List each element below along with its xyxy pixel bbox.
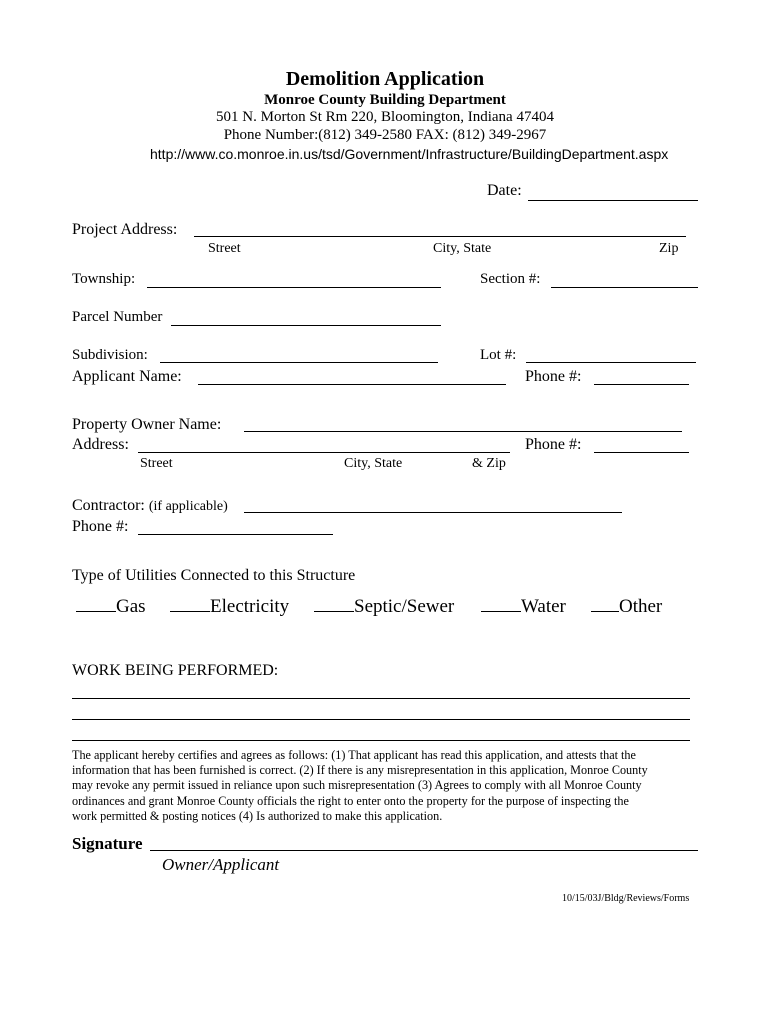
- lot-label: Lot #:: [480, 347, 517, 363]
- parcel-number-label: Parcel Number: [72, 309, 163, 325]
- contractor-label: [72, 497, 228, 515]
- utility-other-blank[interactable]: [591, 595, 619, 612]
- work-heading: WORK BEING PERFORMED:: [72, 662, 279, 679]
- utilities-heading: Type of Utilities Connected to this Structure: [72, 567, 356, 584]
- page-title: Demolition Application: [285, 68, 485, 90]
- owner-name-field[interactable]: [244, 431, 682, 432]
- street-caption: Street: [208, 241, 241, 256]
- utility-electricity-label: Electricity: [210, 596, 290, 617]
- owner-applicant-caption: Owner/Applicant: [162, 855, 280, 874]
- section-field[interactable]: [551, 287, 698, 288]
- work-line-1[interactable]: [72, 698, 690, 699]
- owner-zip-caption: & Zip: [472, 456, 506, 471]
- certification-line: work permitted & posting notices (4) Is authorized to make this application.: [72, 808, 443, 823]
- date-field[interactable]: [528, 200, 698, 201]
- utility-electricity-option[interactable]: [170, 595, 289, 618]
- certification-line: ordinances and grant Monroe County officials the right to enter onto the property for the purpose of inspecting the: [72, 793, 629, 808]
- project-address-field[interactable]: [194, 236, 686, 237]
- certification-line: information that has been furnished is correct. (2) If there is any misrepresentation in this application, Monroe County: [72, 763, 648, 778]
- department-address: 501 N. Morton St Rm 220, Bloomington, Indiana 47404: [216, 109, 554, 125]
- certification-line: may revoke any permit issued in reliance upon such misrepresentation (3) Agrees to comply with all Monroe County: [72, 778, 642, 793]
- applicant-phone-label: Phone #:: [525, 368, 582, 385]
- city-state-caption: City, State: [433, 241, 492, 256]
- township-label: Township:: [72, 271, 136, 287]
- contractor-note: (if applicable): [148, 499, 228, 514]
- owner-city-state-caption: City, State: [344, 456, 403, 471]
- utility-water-blank[interactable]: [481, 595, 521, 612]
- owner-address-field[interactable]: [138, 452, 510, 453]
- department-phone-fax: Phone Number:(812) 349-2580 FAX: (812) 349-2967: [223, 127, 547, 143]
- owner-address-label: Address:: [72, 436, 129, 453]
- work-line-2[interactable]: [72, 719, 690, 720]
- utility-other-option[interactable]: [591, 595, 662, 618]
- utility-other-label: Other: [619, 596, 663, 617]
- utility-gas-label: Gas: [116, 596, 146, 617]
- subdivision-field[interactable]: [160, 362, 438, 363]
- utility-water-label: Water: [521, 596, 566, 617]
- section-label: Section #:: [480, 271, 541, 287]
- department-url[interactable]: http://www.co.monroe.in.us/tsd/Government/Infrastructure/BuildingDepartment.aspx: [150, 146, 669, 162]
- contractor-field[interactable]: [244, 512, 622, 513]
- project-address-label: Project Address:: [72, 221, 178, 238]
- utility-septic-label: Septic/Sewer: [354, 596, 455, 617]
- owner-phone-label: Phone #:: [525, 436, 582, 453]
- zip-caption: Zip: [659, 241, 679, 256]
- contractor-label-text: Contractor:: [72, 497, 145, 514]
- certification-line: The applicant hereby certifies and agrees as follows: (1) That applicant has read this application, and attests that the: [72, 748, 636, 762]
- applicant-name-label: Applicant Name:: [72, 368, 182, 385]
- utility-electricity-blank[interactable]: [170, 595, 210, 612]
- utility-septic-blank[interactable]: [314, 595, 354, 612]
- applicant-name-field[interactable]: [198, 384, 506, 385]
- utility-water-option[interactable]: [481, 595, 566, 618]
- department-name: Monroe County Building Department: [264, 92, 506, 108]
- lot-field[interactable]: [526, 362, 696, 363]
- certification-text: [72, 748, 712, 824]
- signature-field[interactable]: [150, 850, 698, 851]
- utility-gas-option[interactable]: [76, 595, 146, 618]
- owner-phone-field[interactable]: [594, 452, 689, 453]
- work-line-3[interactable]: [72, 740, 690, 741]
- utility-septic-option[interactable]: [314, 595, 454, 618]
- owner-street-caption: Street: [140, 456, 173, 471]
- subdivision-label: Subdivision:: [72, 347, 148, 363]
- township-field[interactable]: [147, 287, 441, 288]
- parcel-number-field[interactable]: [171, 325, 441, 326]
- owner-name-label: Property Owner Name:: [72, 416, 222, 433]
- contractor-phone-field[interactable]: [138, 534, 333, 535]
- form-code: 10/15/03J/Bldg/Reviews/Forms: [562, 893, 690, 904]
- date-label: Date:: [487, 182, 522, 199]
- contractor-phone-label: Phone #:: [72, 518, 129, 535]
- applicant-phone-field[interactable]: [594, 384, 689, 385]
- signature-label: Signature: [72, 834, 143, 853]
- utility-gas-blank[interactable]: [76, 595, 116, 612]
